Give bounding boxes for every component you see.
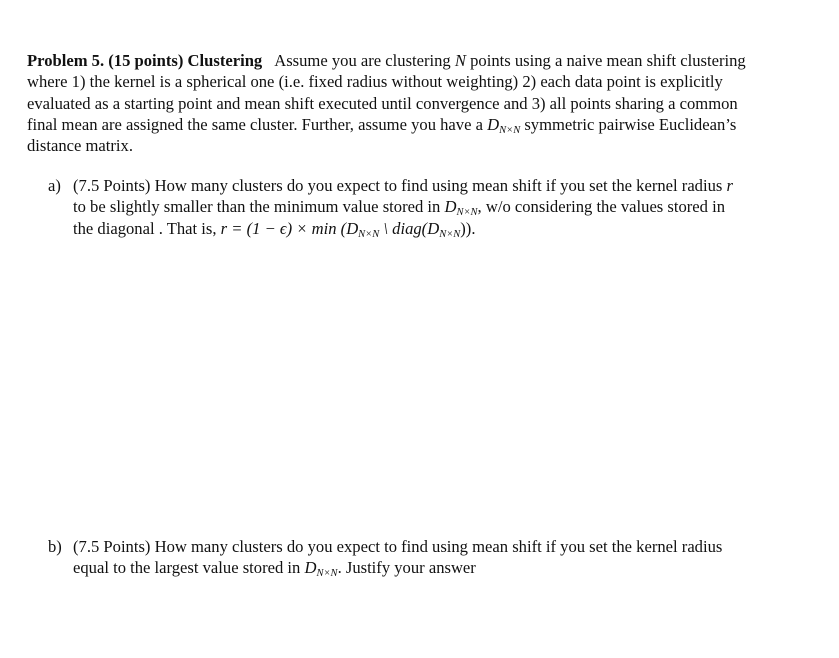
math-r: r (726, 176, 733, 195)
question-b-text-2: . Justify your answer (337, 558, 476, 578)
math-subscript: N×N (439, 228, 461, 240)
question-b (48, 536, 748, 579)
question-a-text (73, 175, 748, 239)
question-a-text-1: (7.5 Points) How many clusters do you expect to find using mean shift if you set the kernel radius (73, 176, 727, 195)
math-D: D (304, 558, 317, 578)
math-subscript: N×N (499, 124, 521, 136)
problem-text-1: Assume you are clustering (274, 51, 455, 70)
question-a (48, 175, 748, 239)
math-formula-start: r = (1 − ϵ) × min ( (220, 218, 347, 238)
math-D: D (444, 197, 457, 217)
math-subscript: N×N (358, 228, 380, 240)
question-a-text-2: to be slightly smaller than the minimum value stored in (73, 197, 445, 217)
problem-text-2: points using a naive mean shift clustering where 1) the kernel is a spherical one (i.e. fixed radius without weighting) 2) each data point is explicitly evaluated as a starting point and mean shift executed until convergence and 3) all points sharing a common final mean are assigned the same cluster. Further, assume you have a (27, 51, 746, 134)
question-a-text-3: , w/o considering the values stored in the diagonal . That is, (73, 197, 726, 238)
question-a-label: a) (48, 176, 61, 195)
problem-text-3: symmetric pairwise Euclidean’s distance matrix. (27, 114, 737, 156)
math-N: N (454, 51, 466, 70)
problem-heading: Problem 5. (15 points) Clustering (27, 51, 263, 70)
problem-statement (27, 50, 747, 156)
question-b-text (73, 536, 748, 579)
question-b-text-1: (7.5 Points) How many clusters do you expect to find using mean shift if you set the kernel radius equal to the largest value stored in (73, 537, 723, 578)
math-D: D (346, 218, 359, 238)
math-subscript: N×N (316, 568, 338, 580)
math-formula-end: )). (460, 218, 476, 238)
math-D: D (487, 114, 500, 134)
question-b-label: b) (48, 537, 62, 556)
math-subscript: N×N (456, 207, 478, 219)
math-D: D (427, 218, 440, 238)
math-formula-mid: \ diag( (379, 218, 428, 238)
